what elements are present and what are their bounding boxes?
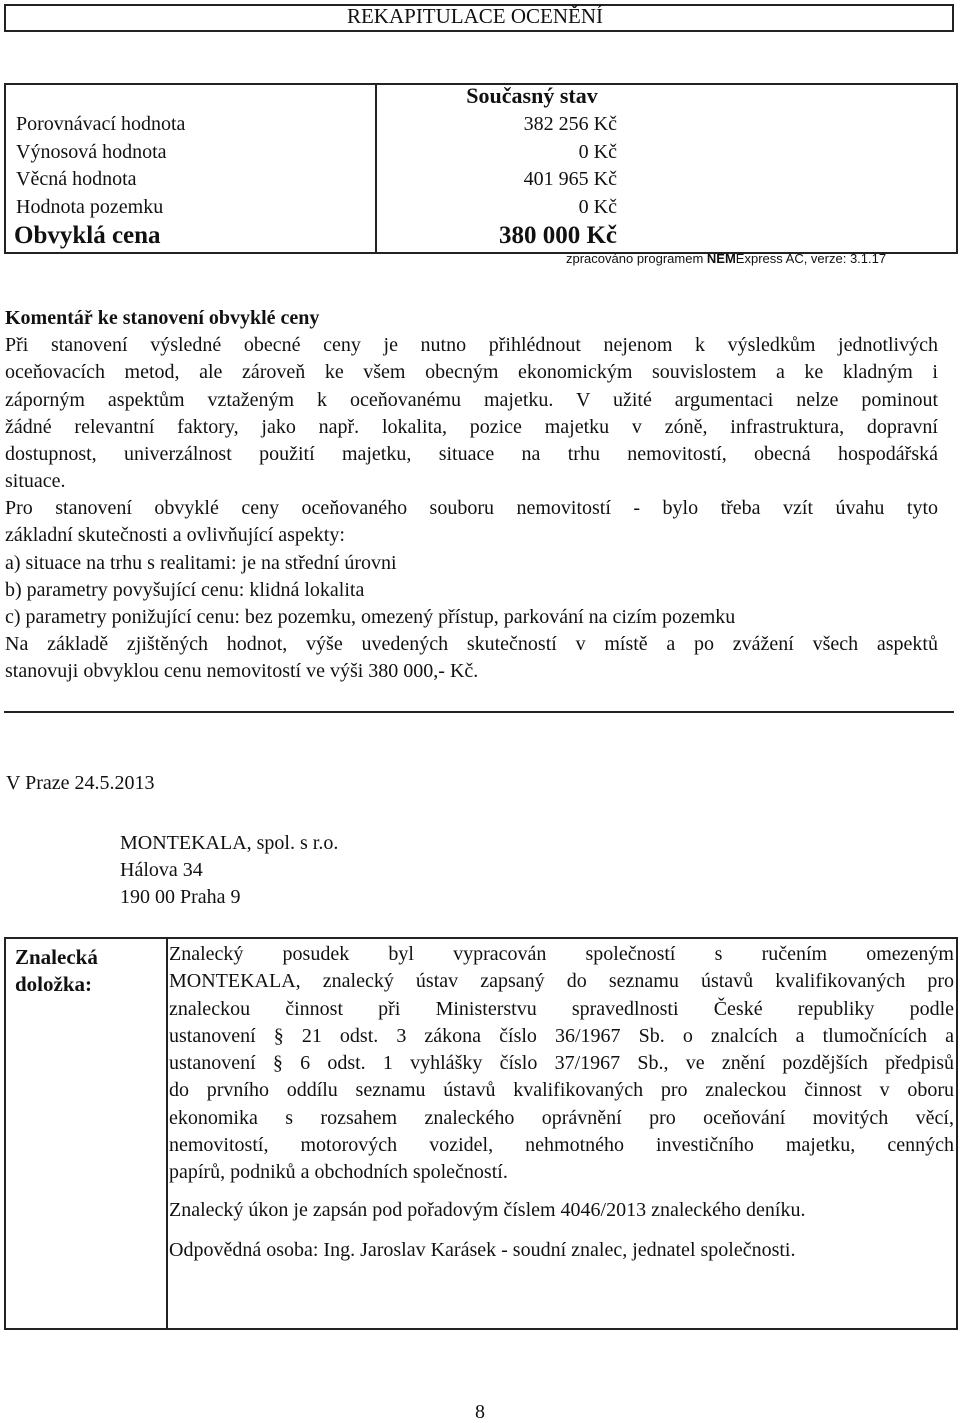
comparative-value-label: Porovnávací hodnota (16, 113, 186, 135)
section-divider (4, 711, 954, 713)
comment-heading: Komentář ke stanovení obvyklé ceny (5, 307, 320, 329)
comment-line: záporným aspektům vztaženým k oceňovanému majetku. V užité argumentaci nelze pominout (5, 388, 938, 411)
comment-line: žádné relevantní faktory, jako např. lokalita, pozice majetku v zóně, infrastruktura, dopravní (5, 415, 938, 438)
aspect-item-b: b) parametry povyšující cenu: klidná lokalita (5, 579, 365, 601)
clause-line: MONTEKALA, znalecký ústav zapsaný do seznamu ústavů kvalifikovaných pro (169, 970, 954, 993)
recap-column-divider (375, 83, 377, 254)
comparative-value: 382 256 Kč (523, 113, 617, 135)
place-date: V Praze 24.5.2013 (6, 772, 155, 794)
usual-price-value: 380 000 Kč (498, 222, 617, 249)
expert-clause-heading-line: Znalecká (15, 945, 98, 969)
clause-line: papírů, podniků a obchodních společností. (169, 1161, 508, 1184)
aspect-item-a: a) situace na trhu s realitami: je na střední úrovni (5, 552, 397, 574)
land-value-label: Hodnota pozemku (16, 196, 164, 218)
software-brand: NEM (706, 251, 736, 266)
comment-line: dostupnost, univerzálnost použití majetku, situace na trhu nemovitostí, obecná hospodářská (5, 443, 938, 466)
comment-line: oceňovacích metod, ale zároveň ke všem obecným ekonomickým souvislostem a ke kladným i (5, 361, 938, 384)
comment-paragraph (5, 332, 938, 496)
aspects-line: Pro stanovení obvyklé ceny oceňovaného souboru nemovitostí - bylo třeba vzít úvahu tyto (5, 497, 938, 519)
clause-line: ekonomika s rozsahem znaleckého oprávnění pro oceňování movitých věcí, (169, 1106, 954, 1129)
page-title: REKAPITULACE OCENĚNÍ (346, 4, 604, 28)
income-value-label: Výnosová hodnota (16, 141, 167, 163)
company-street: Hálova 34 (120, 859, 203, 881)
income-value: 0 Kč (578, 141, 617, 163)
company-name: MONTEKALA, spol. s r.o. (120, 832, 339, 854)
software-credit-prefix: zpracováno programem (566, 251, 707, 266)
asset-value-label: Věcná hodnota (16, 168, 137, 190)
expert-clause-divider (166, 937, 168, 1330)
registry-entry: Znalecký úkon je zapsán pod pořadovým číslem 4046/2013 znaleckého deníku. (169, 1199, 806, 1221)
clause-line: Znalecký posudek byl vypracován společností s ručením omezeným (169, 943, 954, 965)
expert-clause-text (169, 941, 954, 1187)
clause-line: ustanovení § 6 odst. 1 vyhlášky číslo 37/1967 Sb., ve znění pozdějších předpisů (169, 1052, 954, 1075)
responsible-person: Odpovědná osoba: Ing. Jaroslav Karásek - soudní znalec, jednatel společnosti. (169, 1239, 796, 1261)
comment-line: Při stanovení výsledné obecné ceny je nutno přihlédnout nejenom k výsledkům jednotlivých (5, 334, 938, 356)
asset-value: 401 965 Kč (523, 168, 617, 190)
clause-line: nemovitostí, motorových vozidel, nehmotného investičního majetku, cenných (169, 1134, 954, 1157)
conclusion-line: stanovuji obvyklou cenu nemovitostí ve výši 380 000,- Kč. (5, 660, 479, 683)
aspect-item-c: c) parametry ponižující cenu: bez pozemku, omezený přístup, parkování na cizím pozemku (5, 606, 736, 628)
clause-line: ustanovení § 21 odst. 3 zákona číslo 36/1967 Sb. o znalcích a tlumočnících a (169, 1024, 954, 1047)
current-state-header: Současný stav (466, 83, 598, 108)
company-city: 190 00 Praha 9 (120, 886, 241, 908)
clause-line: do prvního oddílu seznamu ústavů kvalifikovaných pro znaleckou činnost v oboru (169, 1079, 954, 1102)
comment-line: situace. (5, 470, 66, 493)
page-number: 8 (475, 1401, 485, 1423)
aspects-paragraph (5, 495, 938, 550)
land-value: 0 Kč (578, 196, 617, 218)
conclusion-line: Na základě zjištěných hodnot, výše uvedených skutečností v místě a po zvážení všech aspektů (5, 633, 938, 655)
aspects-line: základní skutečnosti a ovlivňující aspekty: (5, 524, 345, 547)
expert-clause-heading (15, 944, 135, 998)
expert-clause-heading-line: doložka: (15, 972, 93, 996)
conclusion-paragraph (5, 631, 938, 686)
clause-line: znaleckou činnost při Ministerstvu spravedlnosti České republiky podle (169, 997, 954, 1020)
usual-price-label: Obvyklá cena (14, 222, 161, 249)
software-credit-suffix: Express AC, verze: 3.1.17 (735, 251, 887, 266)
software-credit (566, 252, 886, 266)
